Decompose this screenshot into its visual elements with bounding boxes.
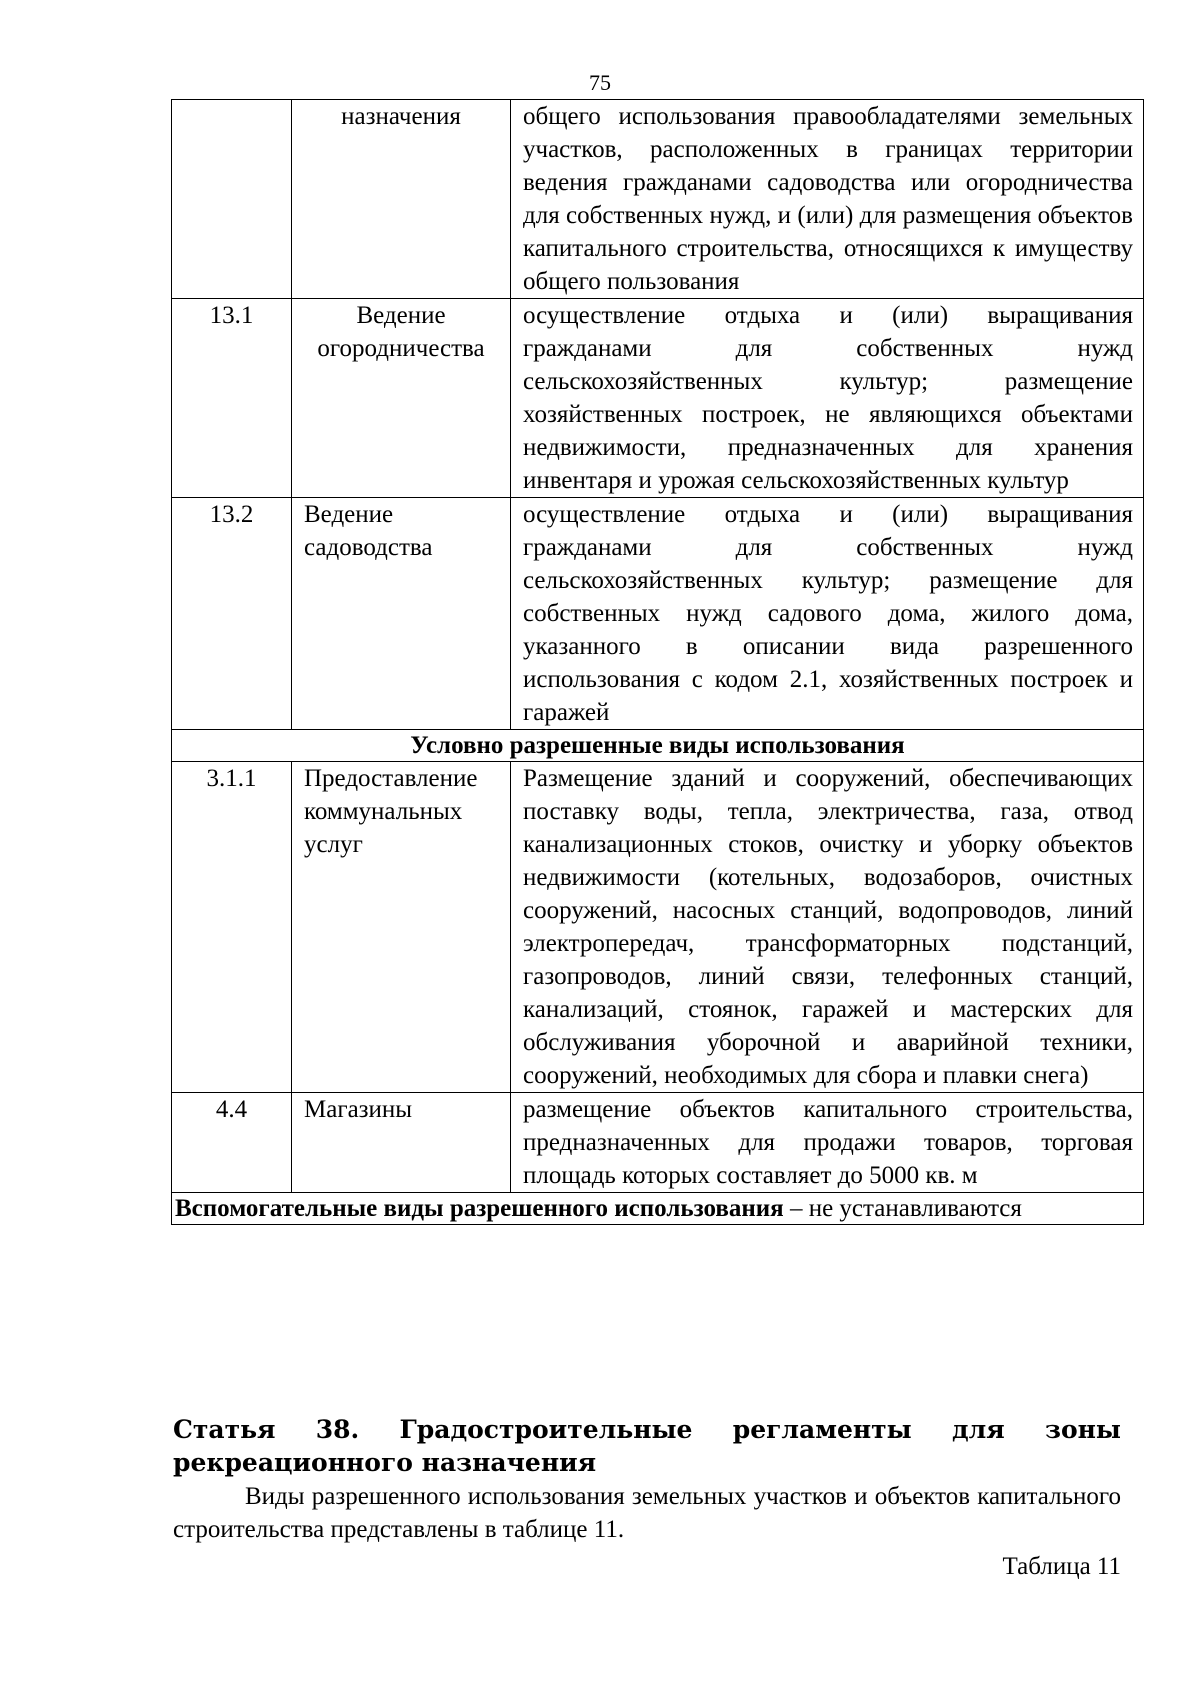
page-number: 75 [589,70,611,95]
row-description: размещение объектов капитального строительства, предназначенных для продажи товаров, торговая площадь которых составляет до 5000 кв. м [511,1093,1144,1193]
land-use-table [171,99,1144,1225]
row-description: осуществление отдыха и (или) выращивания гражданами для собственных нужд сельскохозяйственных культур; размещение хозяйственных построек, не являющихся объектами недвижимости, предназначенных для хранения инвентаря и урожая сельскохозяйственных культур [511,299,1144,498]
auxiliary-suffix: – не устанавливаются [783,1195,1022,1222]
row-name: Ведение садоводства [292,498,511,730]
table-row [172,299,1144,498]
row-name: Предоставление коммунальных услуг [292,762,511,1093]
auxiliary-label: Вспомогательные виды разрешенного использования [175,1195,784,1222]
section-header-row [172,730,1144,762]
auxiliary-row [172,1193,1144,1225]
table-row [172,762,1144,1093]
table-row [172,1093,1144,1193]
row-code: 3.1.1 [172,762,292,1093]
table-caption: Таблица 11 [1002,1553,1121,1580]
row-code [172,100,292,299]
row-code: 4.4 [172,1093,292,1193]
row-name: Ведение огородничества [292,299,511,498]
conditional-section-title: Условно разрешенные виды использования [172,730,1144,762]
table-row [172,498,1144,730]
row-name: назначения [292,100,511,299]
table-row [172,100,1144,299]
row-description: общего использования правообладателями земельных участков, расположенных в границах территории ведения гражданами садоводства или огородничества для собственных нужд, и (или) для размещения объектов капитального строительства, относящихся к имуществу общего пользования [511,100,1144,299]
row-code: 13.1 [172,299,292,498]
row-description: осуществление отдыха и (или) выращивания гражданами для собственных нужд сельскохозяйственных культур; размещение для собственных нужд садового дома, жилого дома, указанного в описании вида разрешенного использования с кодом 2.1, хозяйственных построек и гаражей [511,498,1144,730]
article-title: Статья 38. Градостроительные регламенты для зоны рекреационного назначения [173,1415,1121,1477]
row-name: Магазины [292,1093,511,1193]
row-code: 13.2 [172,498,292,730]
row-description: Размещение зданий и сооружений, обеспечивающих поставку воды, тепла, электричества, газа, отвод канализационных стоков, очистку и уборку объектов недвижимости (котельных, водозаборов, очистных сооружений, насосных станций, водопроводов, линий электропередач, трансформаторных подстанций, газопроводов, линий связи, телефонных станций, канализаций, стоянок, гаражей и мастерских для обслуживания уборочной и аварийной техники, сооружений, необходимых для сбора и плавки снега) [511,762,1144,1093]
auxiliary-cell [172,1193,1144,1225]
article-body: Виды разрешенного использования земельных участков и объектов капитального строительства представлены в таблице 11. [173,1483,1121,1543]
